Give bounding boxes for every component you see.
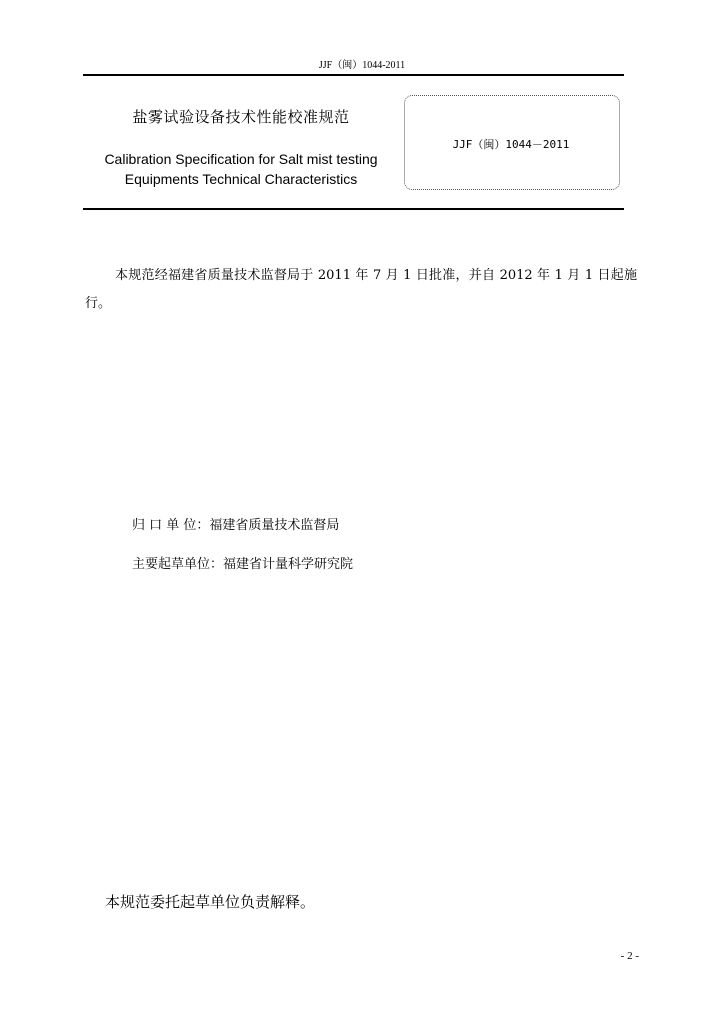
title-en-line2: Equipments Technical Characteristics (124, 171, 358, 187)
page-number: - 2 - (620, 950, 639, 962)
responsible-unit-line (132, 514, 339, 533)
interpretation-note: 本规范委托起草单位负责解释。 (105, 893, 316, 911)
specification-code: JJF（闽）1044－2011 (452, 138, 570, 151)
responsible-unit-label: 归 口 单 位： (132, 518, 210, 533)
drafting-unit-value: 福建省计量科学研究院 (223, 557, 354, 572)
title-block-rule (83, 208, 624, 210)
title-en (83, 149, 399, 189)
running-header: JJF（闽）1044-2011 (318, 60, 406, 71)
title-cn: 盐雾试验设备技术性能校准规范 (132, 108, 350, 126)
drafting-unit-label: 主要起草单位： (132, 557, 224, 572)
title-en-line1: Calibration Specification for Salt mist testing (104, 151, 378, 167)
approval-statement: 本规范经福建省质量技术监督局于 2011 年 7 月 1 日批准，并自 2012 年 1 月 1 日起施行。 (85, 268, 637, 311)
drafting-unit-line (132, 553, 353, 572)
header-rule (83, 74, 624, 76)
responsible-unit-value: 福建省质量技术监督局 (209, 518, 340, 533)
